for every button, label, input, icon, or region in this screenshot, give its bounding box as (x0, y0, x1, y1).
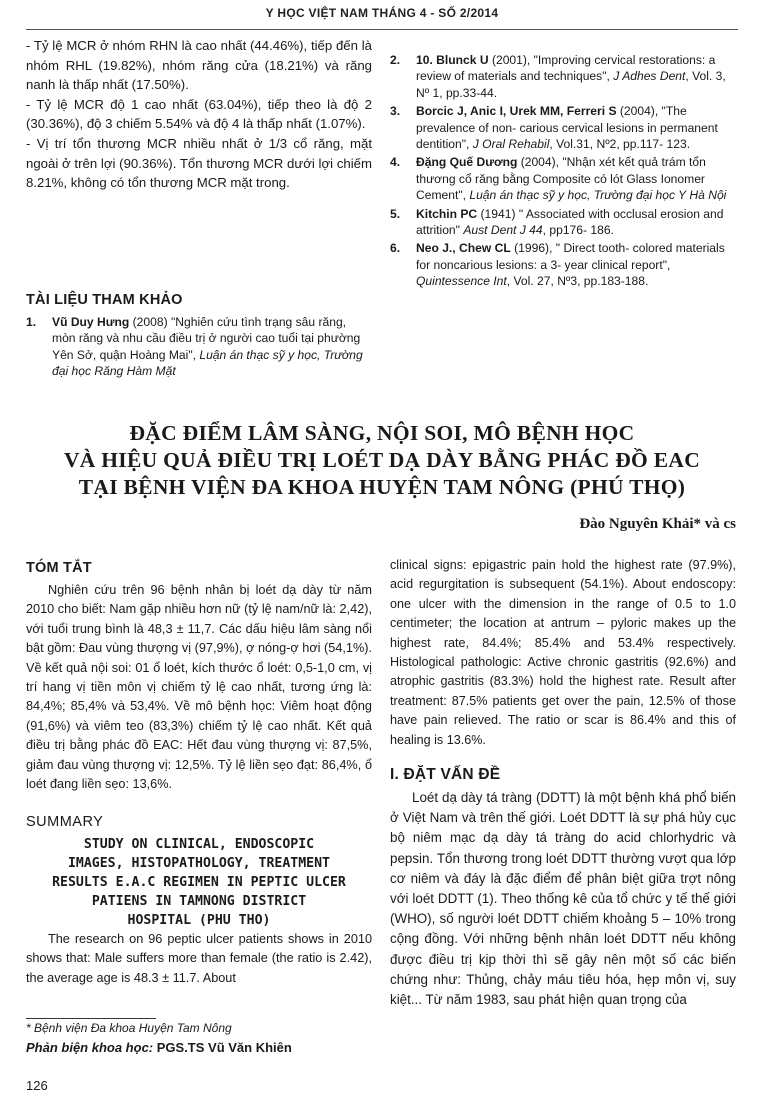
reference-source: Aust Dent J 44 (463, 223, 543, 238)
references-heading: TÀI LIỆU THAM KHẢO (26, 292, 183, 308)
reference-source: Luận án thạc sỹ y học, Trường đại học Răng Hàm Mặt (52, 347, 363, 379)
title-line: ĐẶC ĐIỂM LÂM SÀNG, NỘI SOI, MÔ BỆNH HỌC (129, 421, 635, 445)
introduction-section (390, 766, 736, 1010)
conclusion-paragraph: - Vị trí tổn thương MCR nhiều nhất ở 1/3 cổ răng, mặt ngoài ở trên lợi (90.36%). Tổn thương MCR dưới lợi chiếm 8.21%, không có tổn thương MCR mặt trong. (26, 135, 372, 191)
summary-title-line: IMAGES, HISTOPATHOLOGY, TREATMENT (67, 856, 330, 871)
summary-text-left-block (26, 930, 372, 988)
abstract-section (26, 560, 372, 794)
summary-text-right: clinical signs: epigastric pain hold the highest rate (97.9%), acid regurgitation is subsequent (54.1%). About endoscopy: one ulcer with the dimension in the range of 0.5 to 1.0 centimeter; the location at antrum – pyloric makes up the highest rate, 84.4%; 85.4% and 53.4% respectively. Histological pathologic: Active chronic gastritis (92.6%) and atrophic gastritis (83.3%) hold the highest rate. Result after treatment: 87.5% patients get over the pain, 12.5% of those have pain relieved. The ratio or scar is 86.4% and this of healing is 13.6%. (390, 558, 736, 747)
reference-text: (2004), "Nhận xét kết quả trám tổn thương cổ răng bằng Composite có lót Glass Ionomer Cement", (416, 155, 706, 203)
abstract-text: Nghiên cứu trên 96 bệnh nhân bị loét dạ dày từ năm 2010 cho biết: Nam gặp nhiều hơn nữ (tỷ lệ nam/nữ là: 2,42), với tuổi trung bình là 48,3 ± 11,7. Các dấu hiệu lâm sàng nổi bật gồm: Đau vùng thượng vị (97,9%), ợ nóng-ợ hơi (54,1%). Về kết quả nội soi: 01 ổ loét, kích thước ổ loét: 0,5-1,0 cm, vị trí hang vị tiền môn vị chiếm tỷ lệ cao nhất, tương ứng là: 84,4%; 85,4% và 53,4%. Về mô bệnh học: Viêm hoạt động (91,6%) và viêm teo (83,3%) chiếm tỷ lệ cao nhất. Kết quả điều trị bằng phác đồ EAC: Hết đau vùng thượng vị: 87,5%, giảm đau vùng thượng vị: 12,5%. Tỷ lệ liền sẹo đạt: 86,4%, ổ loét đang liền sẹo: 13,6%. (26, 583, 372, 792)
footnote-reviewer (26, 1039, 372, 1056)
reference-authors: Borcic J, Anic I, Urek MM, Ferreri S (416, 104, 617, 119)
header-divider (26, 29, 738, 30)
footnotes (26, 1020, 372, 1056)
references-section (26, 292, 372, 382)
reference-authors: Kitchin PC (416, 206, 478, 221)
page-number: 126 (26, 1078, 48, 1093)
footnote-affiliation: * Bệnh viện Đa khoa Huyện Tam Nông (26, 1021, 232, 1035)
reference-number: 2. (390, 53, 401, 67)
summary-title-line: STUDY ON CLINICAL, ENDOSCOPIC (83, 837, 315, 852)
reference-text: (2008) "Nghiên cứu tình trạng sâu răng, mòn răng và nhu cầu điều trị ở người cao tuổi tại phường Yên Sở, quận Hoàng Mai", (52, 315, 361, 362)
journal-header: Y HỌC VIỆT NAM THÁNG 4 - SỐ 2/2014 (265, 6, 499, 20)
reference-number: 1. (26, 315, 37, 329)
reference-number: 6. (390, 241, 401, 256)
reference-item (390, 154, 736, 203)
conclusion-paragraph: - Tỷ lệ MCR độ 1 cao nhất (63.04%), tiếp theo là độ 2 (30.36%), độ 3 chiếm 5.54% và độ 4 là thấp nhất (1.07%). (26, 96, 372, 132)
reference-item (390, 103, 736, 152)
reference-item (390, 240, 736, 289)
title-line: TẠI BỆNH VIỆN ĐA KHOA HUYỆN TAM NÔNG (PHÚ THỌ) (78, 475, 686, 499)
reference-item (26, 314, 372, 380)
reference-number: 4. (390, 155, 401, 170)
summary-title (26, 835, 372, 930)
summary-heading: SUMMARY (26, 814, 104, 830)
reference-source: Luận án thạc sỹ y học, Trường đại học Y Hà Nội (469, 188, 727, 203)
introduction-heading: I. ĐẶT VẤN ĐỀ (390, 766, 501, 783)
summary-text-right-block (390, 556, 736, 750)
introduction-text: Loét dạ dày tá tràng (DDTT) là một bệnh khá phổ biến ở Việt Nam và trên thế giới. Loét DDTT là sự phá hủy cục bộ niêm mạc dạ dày tá tràng do acid chlorhydric và pepsin. Tổn thương trong loét DDTT thường vượt qua lớp cơ niêm và đáy là đặc điểm để phân biệt giữa trợt nông với loét DDTT (1). Theo thống kê của tổ chức y tế thế giới (WHO), số người loét DDTT chiếm khoảng 5 – 10% trong cộng đồng. Với những bệnh nhân loét DDTT nếu không được điều trị kịp thời thì sẽ gây nên một số các biến chứng như: Thủng, chảy máu tiêu hóa, hẹp môn vị, suy kiệt... Từ năm 1983, sau phát hiện quan trọng của (390, 790, 736, 1008)
reference-number: 3. (390, 104, 401, 119)
reference-text: (1941) " Associated with occlusal erosion and attrition" (416, 206, 724, 238)
reference-item (390, 206, 736, 239)
reference-source: Quintessence Int (416, 274, 507, 289)
summary-heading-block (26, 814, 372, 830)
footnote-divider (26, 1018, 156, 1019)
reference-source: J Adhes Dent (613, 69, 686, 84)
reference-number: 5. (390, 206, 401, 221)
reference-tail: , Vol. 27, Nº3, pp.183-188. (506, 274, 649, 289)
reference-tail: , Vol.31, Nº2, pp.117- 123. (549, 137, 691, 152)
summary-title-line: RESULTS E.A.C REGIMEN IN PEPTIC ULCER (52, 875, 346, 890)
reference-authors: Vũ Duy Hưng (52, 315, 130, 329)
reference-authors: 10. Blunck U (416, 53, 489, 67)
reference-text: (2004), "The prevalence of non- carious cervical lesions in permanent dentition", (416, 104, 718, 152)
reference-text: (1996), " Direct tooth- colored materials for noncarious lesions: a 3- year clinical report", (416, 241, 725, 272)
summary-text-left: The research on 96 peptic ulcer patients shows in 2010 shows that: Male suffers more than female (the ratio is 2.42), the average age is 48.3 ± 11.7. About (26, 932, 372, 985)
article-author: Đào Nguyên Khải* và cs (579, 516, 736, 532)
reference-text: (2001), "Improving cervical restorations: a review of materials and techniques", (416, 53, 716, 84)
reference-authors: Đặng Quế Dương (416, 155, 518, 170)
references-list-right (390, 52, 736, 292)
reference-authors: Neo J., Chew CL (416, 241, 511, 256)
title-line: VÀ HIỆU QUẢ ĐIỀU TRỊ LOÉT DẠ DÀY BẰNG PHÁC ĐỒ EAC (63, 448, 701, 472)
reference-tail: , pp176- 186. (542, 223, 614, 238)
abstract-heading: TÓM TẮT (26, 560, 92, 576)
reviewer-name: PGS.TS Vũ Văn Khiên (153, 1040, 292, 1055)
reviewer-label: Phản biện khoa học: (26, 1040, 154, 1055)
prev-article-conclusions (26, 36, 372, 193)
summary-title-line: HOSPITAL (PHU THO) (127, 913, 271, 928)
conclusion-paragraph: - Tỷ lệ MCR ở nhóm RHN là cao nhất (44.46%), tiếp đến là nhóm RHL (19.82%), nhóm răng cửa (18.21%) và răng nanh là thấp nhất (17.50%). (26, 38, 372, 93)
reference-item (390, 52, 736, 101)
article-title (40, 420, 724, 501)
reference-tail: , Vol. 3, Nº 1, pp.33-44. (416, 69, 726, 100)
summary-title-line: PATIENS IN TAMNONG DISTRICT (91, 894, 307, 909)
reference-source: J Oral Rehabil (472, 137, 550, 152)
